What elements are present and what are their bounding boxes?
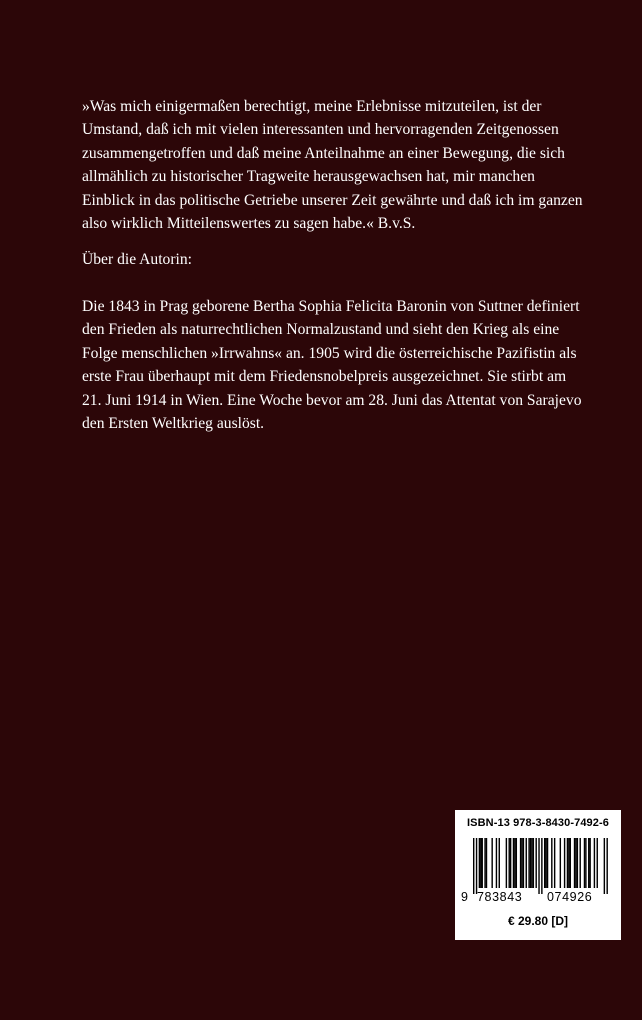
quote-line: Einblick in das politische Getriebe unserer Zeit gewährte und daß ich im ganzen	[82, 191, 583, 209]
bio-line: Folge menschlichen »Irrwahns« an. 1905 wird die österreichische Pazifistin als	[82, 344, 577, 362]
barcode-bar	[499, 838, 500, 888]
barcode-guard-bar	[476, 838, 477, 894]
quote-line: also wirklich Mitteilenswertes zu sagen habe.« B.v.S.	[82, 215, 416, 233]
isbn-number: ISBN-13 978-3-8430-7492-6	[467, 817, 609, 829]
barcode-bar	[513, 838, 514, 888]
barcode-bar	[533, 838, 534, 888]
bio-line: den Frieden als naturrechtlichen Normalzustand und sieht den Krieg als eine	[82, 321, 560, 339]
barcode-bar	[585, 838, 586, 888]
bio-line: Die 1843 in Prag geborene Bertha Sophia Felicita Baronin von Suttner definiert	[82, 298, 580, 315]
barcode-bar	[510, 838, 511, 888]
barcode-bar	[580, 838, 581, 888]
barcode-bar	[491, 838, 492, 888]
barcode-guard-bar	[538, 838, 539, 894]
barcode-bar	[594, 838, 595, 888]
barcode-bar	[521, 838, 522, 888]
barcode-bar	[528, 838, 529, 888]
barcode-bar	[547, 838, 548, 888]
barcode-bar	[484, 838, 485, 888]
barcode-guard-bar	[606, 838, 607, 894]
barcode-bars	[461, 838, 615, 894]
barcode-bar	[597, 838, 598, 888]
about-author-heading-text: Über die Autorin:	[82, 251, 193, 268]
quote-line: allmählich zu historischer Tragweite herausgewachsen hat, mir manchen	[82, 168, 535, 186]
barcode-guard-bar	[541, 838, 542, 894]
barcode-bar	[568, 838, 569, 888]
quote-line: zusammengetroffen und daß meine Anteilnahme an einer Bewegung, die sich	[82, 144, 565, 162]
barcode-bar	[588, 838, 589, 888]
barcode-digits	[455, 890, 621, 908]
barcode-bar	[526, 838, 527, 888]
barcode-bar	[535, 838, 536, 888]
isbn-barcode-box	[455, 810, 621, 940]
barcode-bar	[564, 838, 565, 888]
price-label: € 29.80 [D]	[507, 914, 569, 928]
barcode-bar	[496, 838, 497, 888]
barcode-bar	[545, 838, 546, 888]
about-author-heading	[82, 248, 622, 271]
barcode-bar	[544, 838, 545, 888]
barcode-digits-left: 783843	[477, 890, 523, 904]
barcode-bar	[516, 838, 517, 888]
barcode-guard-bar	[604, 838, 605, 894]
barcode-bar	[530, 838, 531, 888]
barcode-bar	[480, 838, 481, 888]
barcode-bar	[570, 838, 571, 888]
bio-line: 21. Juni 1914 in Wien. Eine Woche bevor am 28. Juni das Attentat von Sarajevo	[82, 391, 582, 409]
barcode-digit-lead: 9	[461, 890, 469, 904]
barcode-bar	[560, 838, 561, 888]
barcode-bar	[531, 838, 532, 888]
author-bio-paragraph	[82, 295, 622, 435]
barcode-bar	[554, 838, 555, 888]
barcode-bar	[551, 838, 552, 888]
barcode-bar	[584, 838, 585, 888]
barcode-bar	[575, 838, 576, 888]
barcode-bar	[589, 838, 590, 888]
barcode-bar	[506, 838, 507, 888]
barcode-bar	[577, 838, 578, 888]
barcode-bar	[509, 838, 510, 888]
barcode-bar	[523, 838, 524, 888]
barcode-bar	[479, 838, 480, 888]
barcode-bar	[567, 838, 568, 888]
barcode-bar	[486, 838, 487, 888]
bio-line: erste Frau überhaupt mit dem Friedensnobelpreis ausgezeichnet. Sie stirbt am	[82, 368, 567, 386]
quote-line: »Was mich einigermaßen berechtigt, meine Erlebnisse mitzuteilen, ist der	[82, 98, 542, 115]
barcode-guard-bar	[473, 838, 474, 894]
quote-line: Umstand, daß ich mit vielen interessanten und hervorragenden Zeitgenossen	[82, 121, 559, 139]
barcode-bar	[520, 838, 521, 888]
barcode-digits-right: 074926	[547, 890, 593, 904]
bio-line: den Ersten Weltkrieg auslöst.	[82, 415, 265, 433]
barcode-bar	[514, 838, 515, 888]
barcode-bar	[482, 838, 483, 888]
barcode-bar	[574, 838, 575, 888]
quote-paragraph	[82, 95, 622, 235]
